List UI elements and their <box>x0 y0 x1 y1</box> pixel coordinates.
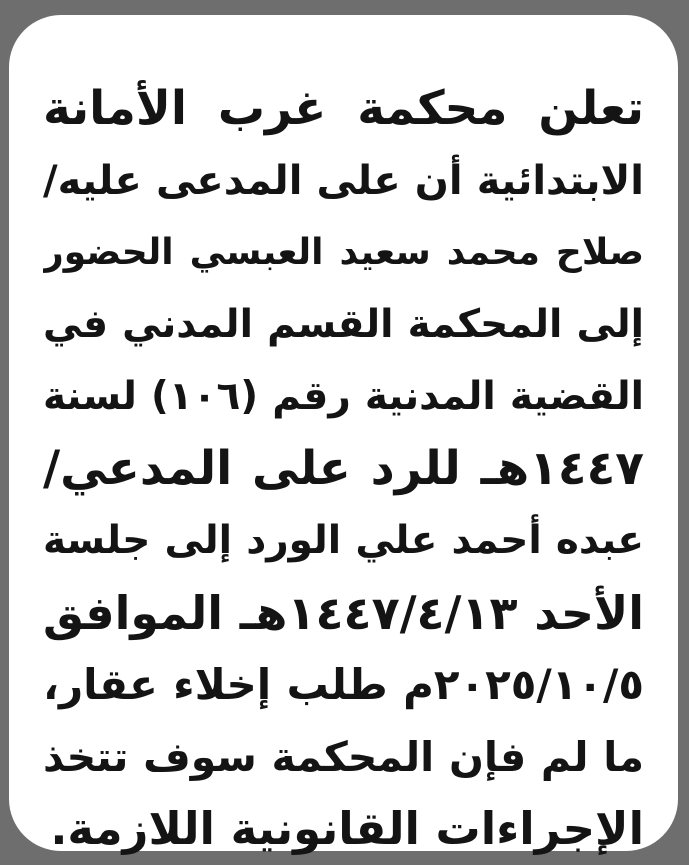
notice-text <box>43 73 644 865</box>
notice-line-8: الأحد ١٤٤٧/٤/١٣هـ الموافق <box>43 586 644 640</box>
notice-line-3: صلاح محمد سعيد العبسي الحضور <box>43 232 644 273</box>
notice-frame <box>9 15 678 855</box>
notice-line-10: ما لم فإن المحكمة سوف تتخذ <box>43 733 644 781</box>
notice-line-2: الابتدائية أن على المدعى عليه/ <box>43 158 644 204</box>
notice-line-1: تعلن محكمة غرب الأمانة <box>43 81 644 136</box>
notice-line-9: ٢٠٢٥/١٠/٥م طلب إخلاء عقار، <box>43 660 644 709</box>
notice-line-4: إلى المحكمة القسم المدني في <box>43 302 644 347</box>
notice-line-7: عبده أحمد علي الورد إلى جلسة <box>43 518 644 563</box>
notice-line-11: الإجراءات القانونية اللازمة. <box>50 802 644 855</box>
notice-line-6: ١٤٤٧هـ للرد على المدعي/ <box>43 441 644 496</box>
notice-line-5: القضية المدنية رقم (١٠٦) لسنة <box>43 374 644 419</box>
